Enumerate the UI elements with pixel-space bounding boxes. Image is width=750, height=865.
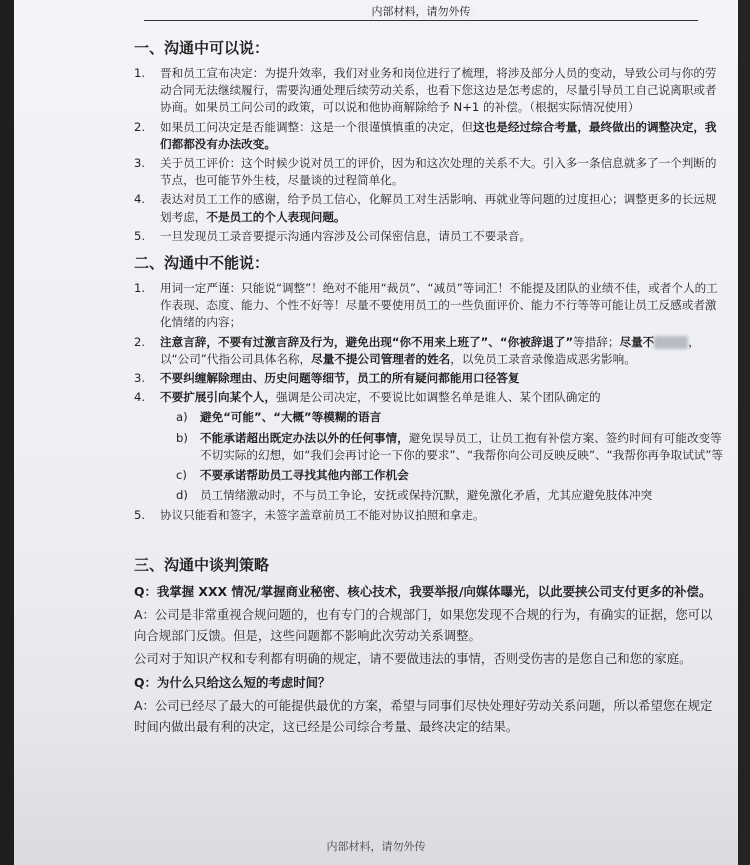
- page-footer: 内部材料，请勿外传: [326, 840, 426, 853]
- subitem-text-bold: 不能承诺超出既定办法以外的任何事情，: [200, 430, 409, 445]
- subitem-number: b): [176, 430, 188, 445]
- photo-edge-left: [0, 0, 14, 865]
- section-1-list: [134, 65, 724, 245]
- item-text: 表达对员工工作的感谢，给予员工信心，化解员工对生活影响、再就业等问题的过度担心；调整更多的长远规划考虑，: [160, 192, 717, 224]
- item-text-bold: 尽量不提公司管理者的姓名: [311, 351, 451, 366]
- subitem-text: 避免“可能”、“大概”等模糊的语言: [200, 410, 382, 425]
- item-text: 强调是公司决定，不要说比如调整名单是谁人、某个团队确定的: [275, 390, 601, 405]
- item-number: 3.: [134, 371, 146, 386]
- section-1-title: 一、沟通中可以说：: [134, 39, 270, 57]
- question: Q：我掌握 XXX 情况/掌握商业秘密、核心技术，我要举报/向媒体曝光，以此要挟公司支付更多的补偿。: [134, 583, 712, 599]
- item-text-bold: 不要扩展引向某个人，: [160, 390, 276, 405]
- list-item: [134, 280, 724, 332]
- item-number: 5.: [134, 508, 146, 523]
- qa-block: [134, 582, 724, 738]
- section-2-sublist: [160, 409, 724, 504]
- question: Q：为什么只给这么短的考虑时间？: [134, 674, 331, 690]
- answer-continued: 公司对于知识产权和专利都有明确的规定，请不要做违法的事情，否则受伤害的是您自己和您的家庭。: [134, 651, 692, 667]
- list-item: [134, 65, 724, 117]
- item-text: 等措辞；: [573, 334, 620, 349]
- item-number: 2.: [134, 334, 146, 349]
- item-text-bold: 注意言辞，不要有过激言辞及行为，: [160, 334, 346, 349]
- answer: A：公司已经尽了最大的可能提供最优的方案，希望与同事们尽快处理好劳动关系问题，所以希望您在规定时间内做出最有利的决定，这已经是公司综合考量、最终决定的结果。: [134, 698, 713, 734]
- item-number: 3.: [134, 156, 146, 171]
- subitem-text: 员工情绪激动时，不与员工争论，安抚或保持沉默，避免激化矛盾，尤其应避免肢体冲突: [200, 488, 653, 503]
- item-text: 如果员工问决定是否能调整：这是一个很谨慎慎重的决定，但: [160, 119, 474, 134]
- header-text: 内部材料，请勿外传: [366, 5, 477, 18]
- item-number: 2.: [134, 119, 146, 134]
- section-2-title: 二、沟通中不能说：: [134, 254, 270, 273]
- item-number: 5.: [134, 228, 146, 243]
- item-number: 1.: [134, 281, 146, 296]
- list-item: [134, 507, 724, 524]
- list-item: [134, 228, 724, 245]
- item-number: 1.: [134, 66, 146, 80]
- item-number: 4.: [134, 390, 146, 405]
- photo-edge-right: [738, 0, 750, 865]
- list-item: [134, 191, 724, 225]
- item-text: 关于员工评价：这个时候少说对员工的评价，因为和这次处理的关系不大。引入多一条信息就多了一个判断的节点，也可能节外生枝，尽量谈的过程简单化。: [160, 156, 717, 188]
- item-text-bold: 这也是经过综合考量，最终做出的调整决定，我们都都没有办法改变。: [160, 119, 717, 151]
- item-text: ，以免员工录音录像造成恶劣影响。: [450, 351, 636, 366]
- item-text: 用词一定严谨：只能说“调整”！绝对不能用“裁员”、“减员”等词汇！不能提及团队的业绩不佳，或者个人的工作表现、态度、能力、个性不好等！尽量不要使用员工的一些负面评价、能力不行等等可能让员工反感或者激化情绪的内容；: [160, 281, 718, 330]
- item-text-bold: 不要纠缠解除理由、历史问题等细节，员工的所有疑问都能用口径答复: [160, 371, 520, 386]
- redacted-text: [654, 336, 688, 349]
- list-item: [134, 389, 724, 504]
- list-item: [134, 119, 724, 153]
- item-text: 一旦发现员工录音要提示沟通内容涉及公司保密信息，请员工不要录音。: [160, 228, 532, 243]
- document-page: [14, 0, 738, 865]
- list-item: [134, 370, 724, 387]
- item-text-bold: 尽量不: [619, 334, 655, 349]
- answer: A：公司是非常重视合规问题的，也有专门的合规部门，如果您发现不合规的行为，有确实的证据，您可以向合规部门反馈。但是，这些问题都不影响此次劳动关系调整。: [134, 607, 713, 643]
- subitem-text: 不要承诺帮助员工寻找其他内部工作机会: [200, 468, 409, 483]
- list-item: [134, 334, 724, 368]
- document-body: [134, 38, 724, 740]
- item-text: 协议只能看和签字，未签字盖章前员工不能对协议拍照和拿走。: [160, 508, 485, 523]
- sublist-item: [160, 430, 724, 464]
- item-text: ，以“公司”代指公司具体名称，: [160, 334, 700, 366]
- subitem-number: d): [176, 488, 188, 503]
- list-item: [134, 155, 724, 189]
- section-3-title: 三、沟通中谈判策略: [134, 555, 270, 574]
- item-number: 4.: [134, 192, 146, 207]
- section-2-list: [134, 280, 724, 525]
- item-text-bold: 不是员工的个人表现问题。: [206, 209, 346, 224]
- item-text-bold: 避免出现“你不用来上班了”、“你被辞退了”: [345, 334, 574, 349]
- subitem-number: a): [176, 410, 188, 425]
- subitem-number: c): [176, 468, 187, 483]
- sublist-item: [160, 467, 724, 484]
- sublist-item: [160, 409, 724, 426]
- subitem-text: 避免误导员工，让员工抱有补偿方案、签约时间有可能改变等不切实际的幻想，如“我们会再讨论一下你的要求”、“我帮你向公司反映反映”、“我帮你再争取试试”等: [200, 430, 723, 462]
- sublist-item: [160, 487, 724, 504]
- page-header: [144, 6, 698, 21]
- item-text: 晋和员工宣布决定：为提升效率，我们对业务和岗位进行了梳理，将涉及部分人员的变动，导致公司与你的劳动合同无法继续履行，需要沟通处理后续劳动关系，也看下您这边是怎考虑的，尽量引导员工自己说离职或者协商。如果员工问公司的政策，可以说和他协商解除给予 N+1 的补偿。（根据实际情况使用）: [160, 66, 717, 115]
